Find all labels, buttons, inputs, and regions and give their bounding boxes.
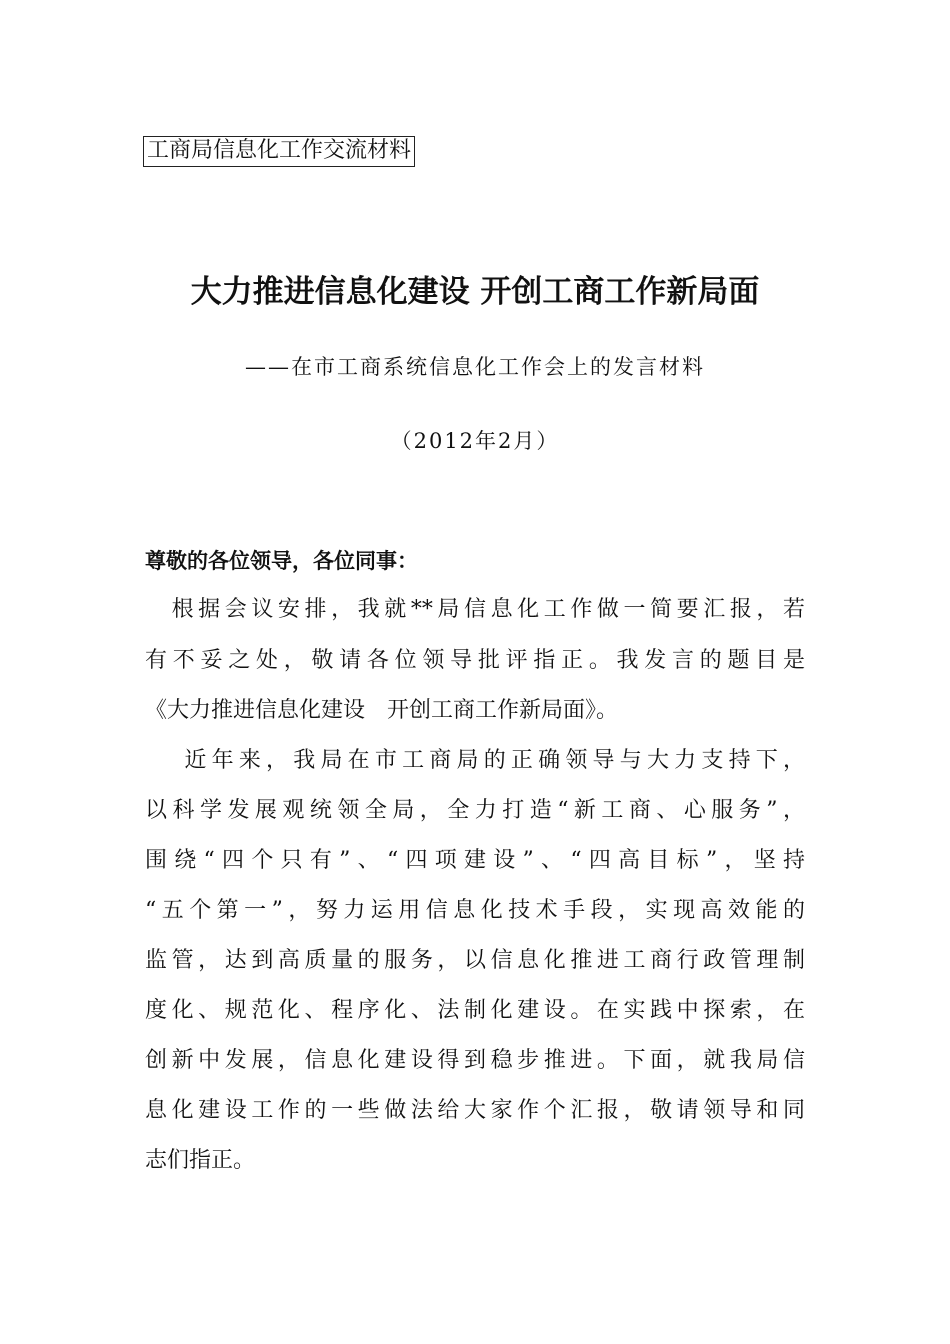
body-line: 志们指正。 xyxy=(145,1148,256,1173)
document-tag-box: 工商局信息化工作交流材料 xyxy=(143,136,415,167)
body-line: 息化建设工作的一些做法给大家作个汇报，敬请领导和同 xyxy=(145,1098,805,1123)
document-subtitle: ——在市工商系统信息化工作会上的发言材料 xyxy=(245,355,705,379)
body-line: 《大力推进信息化建设 开创工商工作新局面》。 xyxy=(145,698,619,723)
salutation: 尊敬的各位领导，各位同事： xyxy=(145,548,418,573)
document-title: 大力推进信息化建设 开创工商工作新局面 xyxy=(190,274,760,310)
body-line: 以科学发展观统领全局，全力打造“新工商、心服务”， xyxy=(145,798,805,823)
body-line: “五个第一”，努力运用信息化技术手段，实现高效能的 xyxy=(145,898,805,923)
body-line: 创新中发展，信息化建设得到稳步推进。下面，就我局信 xyxy=(145,1048,805,1073)
document-date: （2012年2月） xyxy=(390,429,560,453)
body-line: 近年来，我局在市工商局的正确领导与大力支持下， xyxy=(145,748,805,773)
body-line: 围绕“四个只有”、“四项建设”、“四高目标”，坚持 xyxy=(145,848,805,873)
body-line: 有不妥之处，敬请各位领导批评指正。我发言的题目是 xyxy=(145,648,805,673)
body-line: 根据会议安排，我就**局信息化工作做一简要汇报，若 xyxy=(145,597,805,622)
body-line: 监管，达到高质量的服务，以信息化推进工商行政管理制 xyxy=(145,948,805,973)
body-line: 度化、规范化、程序化、法制化建设。在实践中探索，在 xyxy=(145,998,805,1023)
